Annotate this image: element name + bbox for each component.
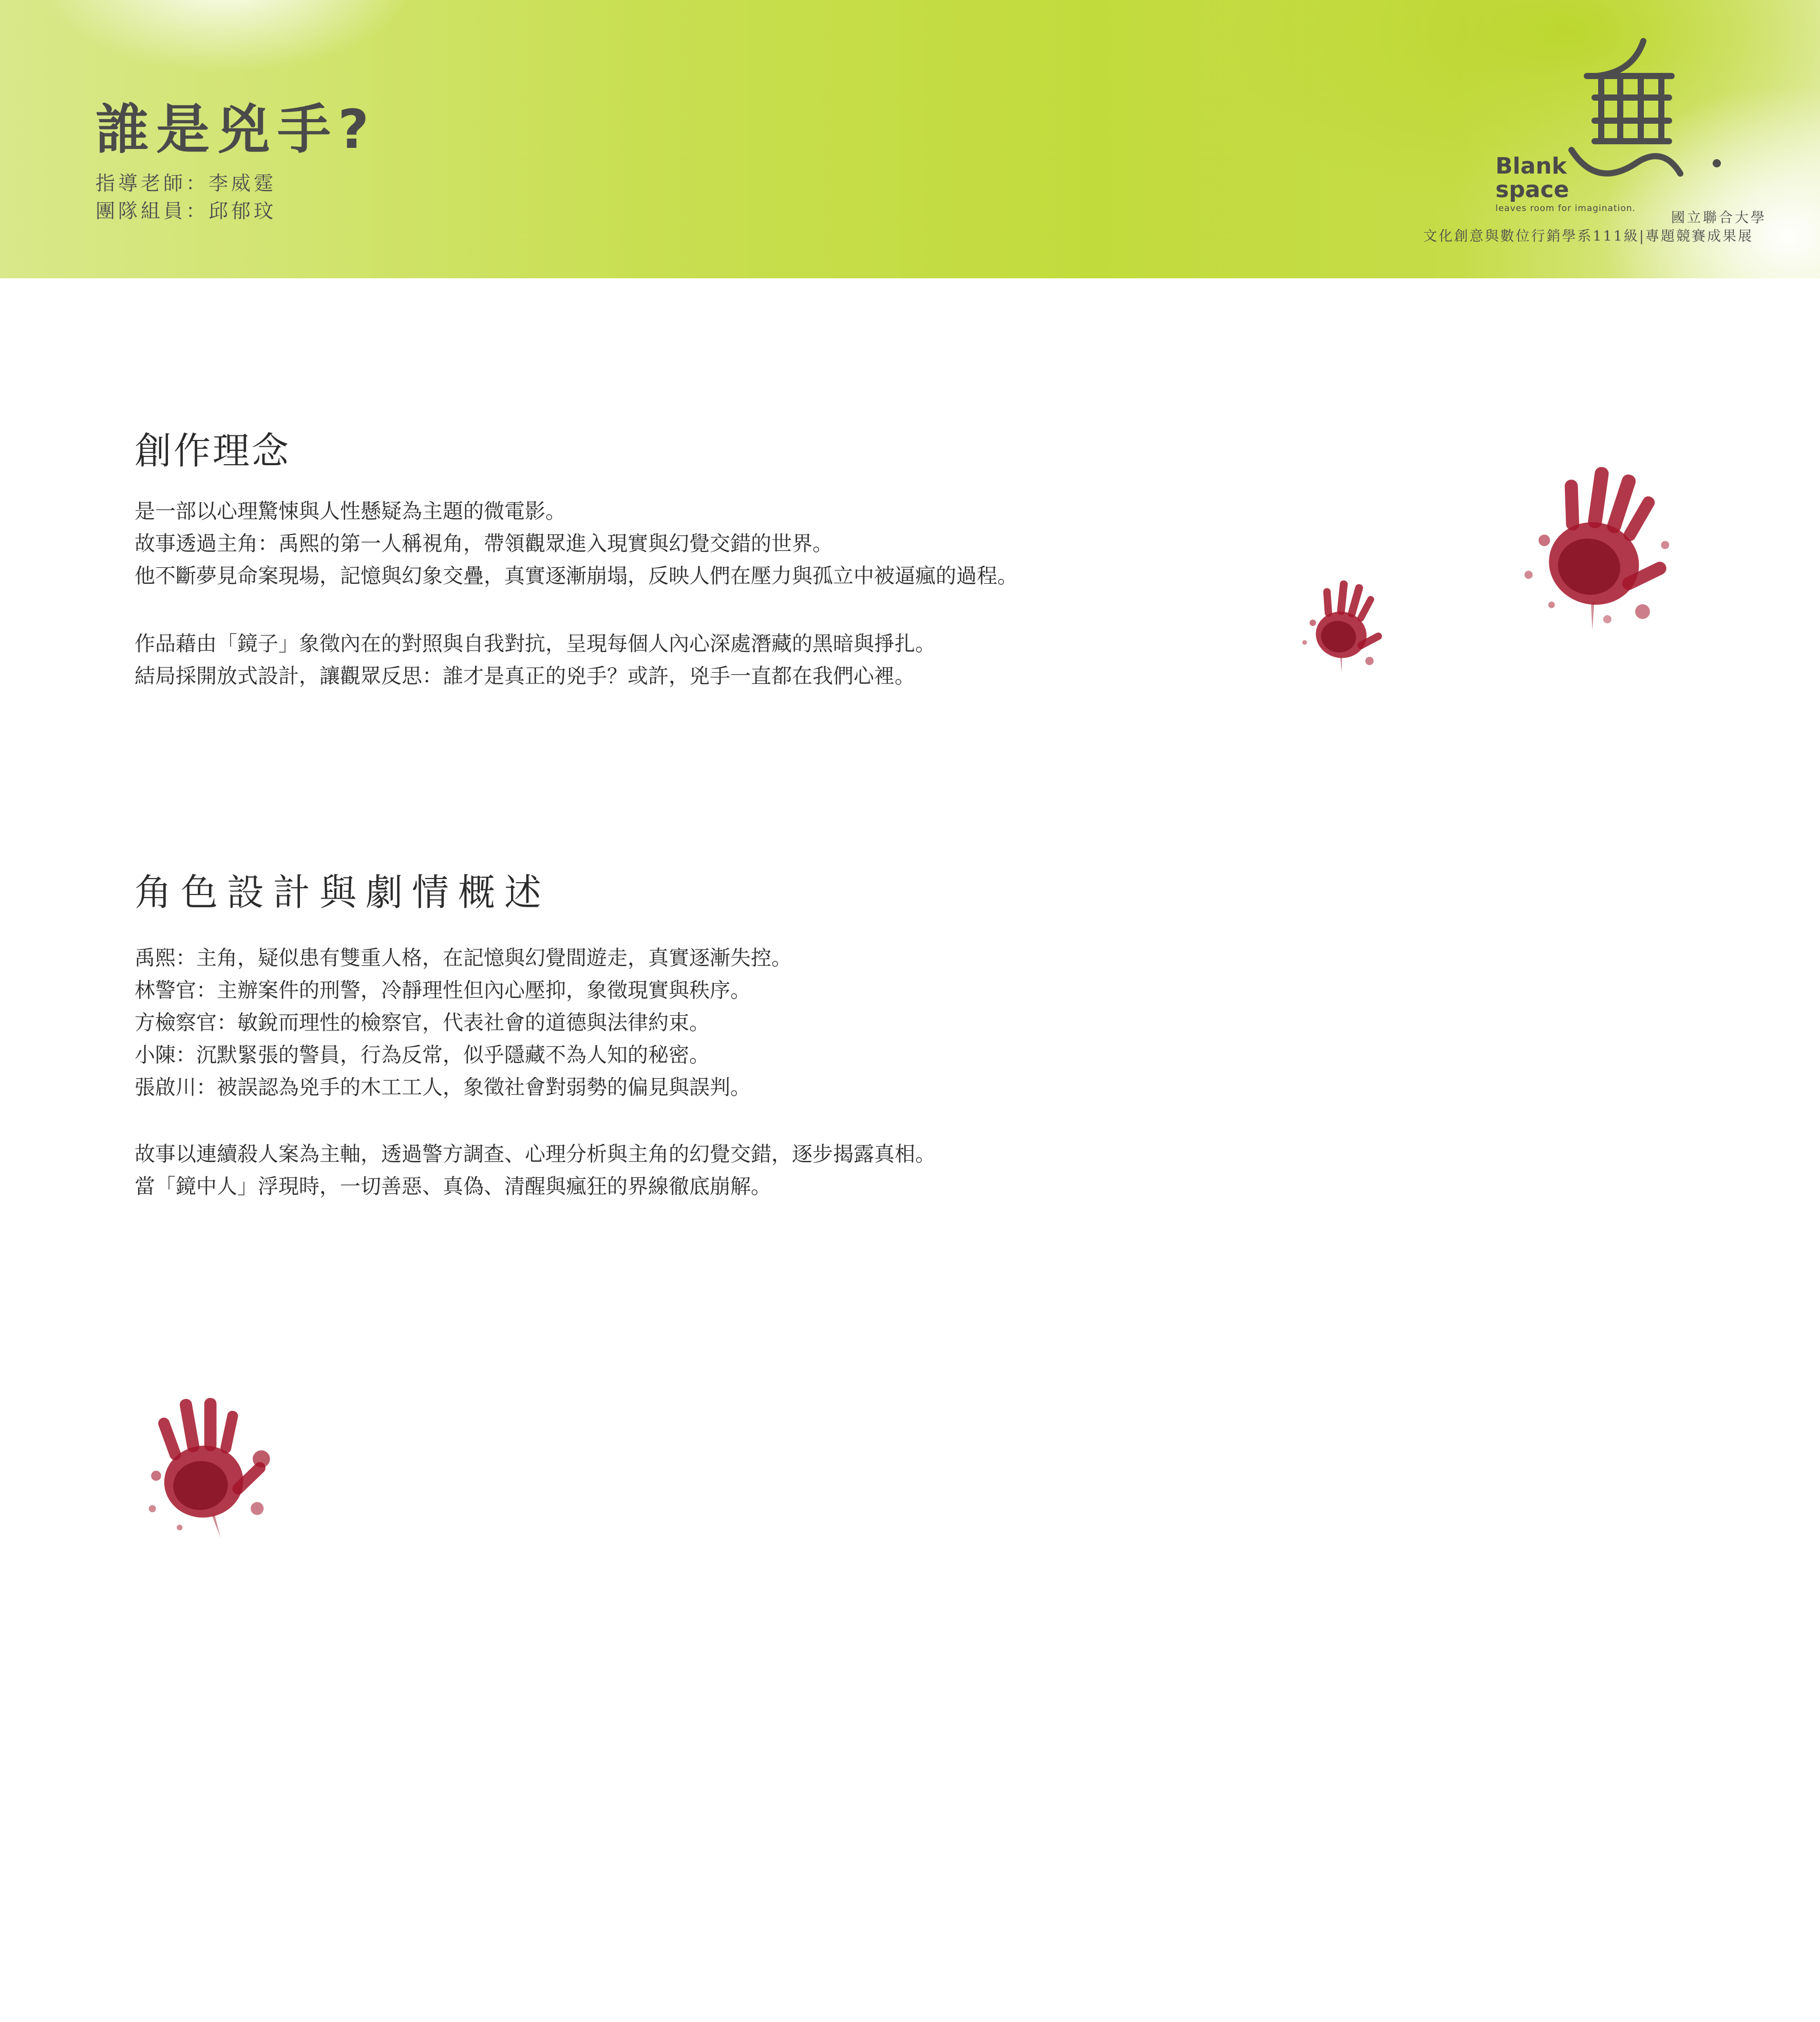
team-credit: 團隊組員：邱郁玟 [96,200,277,222]
concept-paragraph-1 [135,495,1018,593]
blank-space-logo [1479,36,1767,252]
character-line: 小陳：沉默緊張的警員，行為反常，似乎隱藏不為人知的秘密。 [135,1043,710,1067]
university-name: 國立聯合大學 [1671,210,1767,226]
text-line: 故事透過主角：禹熙的第一人稱視角，帶領觀眾進入現實與幻覺交錯的世界。 [135,532,833,556]
section-heading-concept: 創作理念 [135,429,291,472]
text-line: 是一部以心理驚悚與人性懸疑為主題的微電影。 [135,500,566,523]
character-line: 禹熙：主角，疑似患有雙重人格，在記憶與幻覺間遊走，真實逐漸失控。 [135,946,792,970]
character-line: 林警官：主辦案件的刑警，冷靜理性但內心壓抑，象徵現實與秩序。 [135,979,751,1002]
logo-word-blank: Blank [1495,153,1567,179]
bloody-handprint-icon [1503,437,1702,652]
bloody-handprint-icon [1290,560,1400,688]
logo-word-space: space [1495,177,1569,203]
section-heading-characters: 角色設計與劇情概述 [135,871,551,914]
text-line: 他不斷夢見命案現場，記憶與幻象交疊，真實逐漸崩塌，反映人們在壓力與孤立中被逼瘋的過程。 [135,564,1018,588]
bloody-handprint-icon [126,1377,286,1550]
page-title: 誰是兇手? [96,98,376,161]
character-line: 方檢察官：敏銳而理性的檢察官，代表社會的道德與法律約束。 [135,1011,710,1035]
logo-tagline: leaves room for imagination. [1495,203,1636,214]
header-banner [0,0,1820,278]
text-line: 故事以連續殺人案為主軸，透過警方調查、心理分析與主角的幻覺交錯，逐步揭露真相。 [135,1142,936,1166]
concept-paragraph-2 [135,628,936,693]
character-list [135,942,792,1104]
advisor-credit: 指導老師：李威霆 [96,172,277,195]
logo-dot [1713,159,1721,167]
text-line: 當「鏡中人」浮現時，一切善惡、真偽、清醒與瘋狂的界線徹底崩解。 [135,1175,771,1198]
story-summary [135,1138,936,1203]
text-line: 結局採開放式設計，讓觀眾反思：誰才是真正的兇手？或許，兇手一直都在我們心裡。 [135,664,915,688]
text-line: 作品藉由「鏡子」象徵內在的對照與自我對抗，呈現每個人內心深處潛藏的黑暗與掙扎。 [135,632,936,656]
wu-character-icon [1566,36,1684,185]
exhibition-title: 文化創意與數位行銷學系111級|專題競賽成果展 [1423,228,1753,244]
character-line: 張啟川：被誤認為兇手的木工工人，象徵社會對弱勢的偏見與誤判。 [135,1076,751,1099]
